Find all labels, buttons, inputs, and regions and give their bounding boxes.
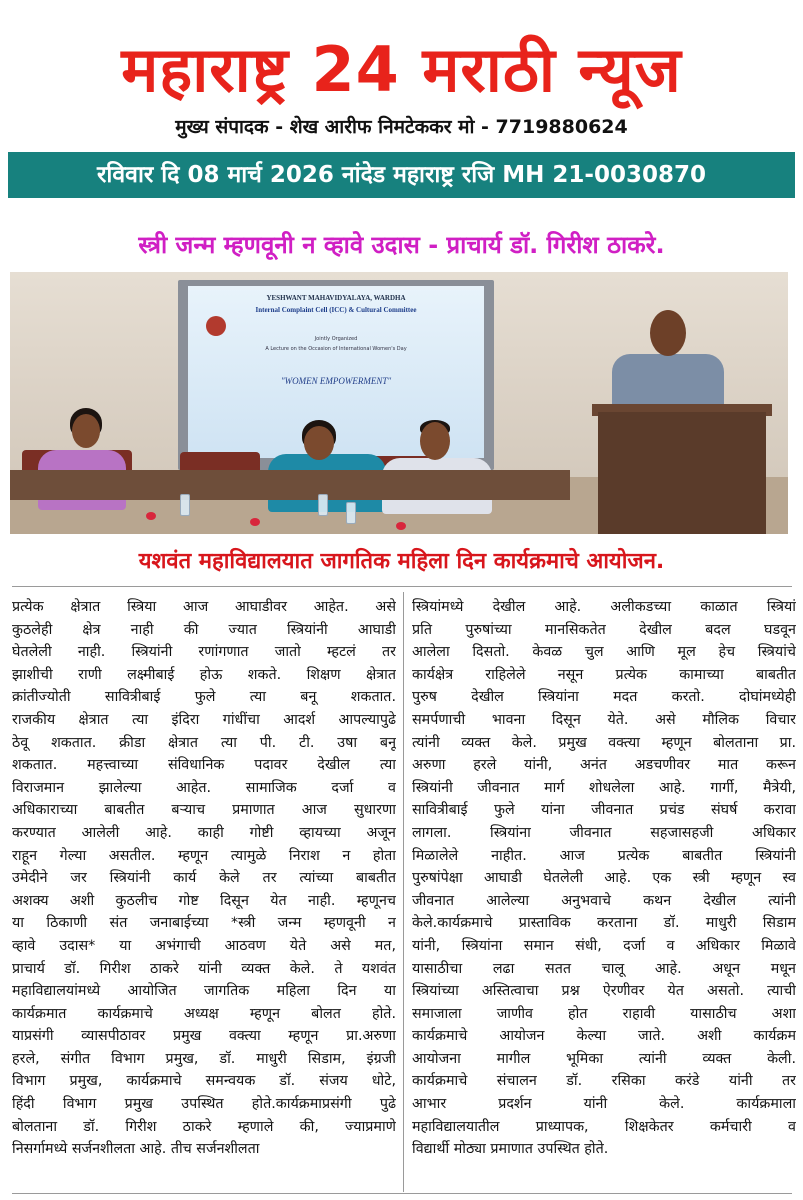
article-line: समर्पणाची भावना दिसून येते. असे मौलिक विचार [412,711,796,728]
article-line: यासाठीचा लढा सतत चालू आहे. अधून मधून [412,960,796,977]
article-line: स्त्रियांच्या अस्तित्वाचा प्रश्न ऐरणीवर येत असतो. त्याची [412,983,796,1000]
article-column-left [12,596,396,1161]
article-line: करण्यात आलेली आहे. काही गोष्टी व्हायच्या अजून [12,824,396,841]
stage-desk [10,470,570,500]
article-line: महाविद्यालयांमध्ये आयोजित जागतिक महिला दिन या [12,983,396,1000]
article-line: हरले, संगीत विभाग प्रमुख, डॉ. माधुरी सिडाम, इंग्रजी [12,1050,396,1067]
article-line: याप्रसंगी व्यासपीठावर प्रमुख वक्त्या म्हणून प्रा.अरुणा [12,1028,396,1045]
article-line: लागला. स्त्रियांना जीवनात सहजासहजी अधिकार [412,824,796,841]
flower [146,512,156,520]
article-line: घेतलेली नाही. स्त्रियांनी रणांगणात जातो म्हटलं तर [12,644,396,661]
article-line: यांनी, स्त्रियांना समान संधी, दर्जा व अधिकार मिळावे [412,937,796,954]
screen-jointly: Jointly Organized [314,336,358,342]
water-bottle [180,494,190,516]
article-line: आलेला दिसतो. केवळ चुल आणि मूल हेच स्त्रियांचे [412,644,796,661]
article-line: क्रांतीज्योती सावित्रीबाई फुले त्या बनू शकतात. [12,689,396,706]
article-line: जीवनात आलेल्या अनुभवाचे कथन देखील त्यांनी [412,892,796,909]
article-line: हिंदी विभाग प्रमुख उपस्थित होते.कार्यक्रमाप्रसंगी पुढे [12,1096,396,1113]
article-line: झाशीची राणी लक्ष्मीबाई होऊ शकते. शिक्षण क्षेत्रात [12,666,396,683]
article-line: समाजाला जाणीव होत राहावी यासाठीच अशा [412,1005,796,1022]
article-line: कार्यक्षेत्र राहिलेले नसून प्रत्येक कामाच्या बाबतीत [412,666,796,683]
flower [396,522,406,530]
article-line: व्हावे उदास* या अभंगाची आठवण येते असे मत, [12,937,396,954]
article-line: प्राचार्य डॉ. गिरीश ठाकरे यांनी व्यक्त केले. ते यशवंत [12,960,396,977]
article-line: अशक्य अशी कुठलीच गोष्ट दिसून येत नाही. म्हणूनच [12,892,396,909]
article-line: कार्यक्रमाचे आयोजन केल्या जाते. अशी कार्यक्रम [412,1028,796,1045]
article-line: कार्यक्रमात कार्यक्रमाचे अध्यक्ष म्हणून बोलत होते. [12,1005,396,1022]
article-line: त्यांनी व्यक्त केले. प्रमुख वक्त्या म्हणून बोलताना प्रा. [412,734,796,751]
article-line: विद्यार्थी मोठ्या प्रमाणात उपस्थित होते. [412,1141,609,1158]
article-column-right [412,596,796,1161]
article-line: प्रति पुरुषांच्या मानसिकतेत देखील बदल घडवून [412,621,796,638]
dateline-banner: रविवार दि 08 मार्च 2026 नांदेड महाराष्ट्र रजि MH 21-0030870 [8,152,795,198]
event-photo [10,272,788,534]
column-divider [403,592,404,1192]
article-line: ठेवू शकतात. क्रीडा क्षेत्रात त्या पी. टी. उषा बनू [12,734,396,751]
article-line: राहून गेल्या असतील. म्हणून त्यामुळे निराश न होता [12,847,396,864]
article-line: उमेदीने जर स्त्रियांनी कार्य केले तर त्यांच्या बाबतीत [12,870,396,887]
article-headline: स्त्री जन्म म्हणवूनी न व्हावे उदास - प्राचार्य डॉ. गिरीश ठाकरे. [138,231,665,259]
article-line: कुठलेही क्षेत्र नाही की ज्यात स्त्रियांनी आघाडी [12,621,396,638]
college-logo [206,316,226,336]
masthead-title: महाराष्ट्र 24 मराठी न्यूज [121,33,682,106]
editor-line: मुख्य संपादक - शेख आरीफ निमटेककर मो - 7719880624 [175,116,628,138]
screen-lecture-title: "WOMEN EMPOWERMENT" [280,376,392,386]
article-line: निसर्गामध्ये सर्जनशीलता आहे. तीच सर्जनशीलता [12,1141,260,1158]
divider-top [12,586,792,587]
divider-bottom [12,1193,792,1194]
article-line: बोलताना डॉ. गिरीश ठाकरे म्हणाले की, ज्याप्रमाणे [12,1118,396,1135]
article-line: पुरुषांपेक्षा आघाडी घेतलेली आहे. एक स्त्री म्हणून स्व [412,870,796,887]
article-line: विभाग प्रमुख, कार्यक्रमाचे समन्वयक डॉ. संजय धोटे, [12,1073,396,1090]
article-line: स्त्रियांमध्ये देखील आहे. अलीकडच्या काळात स्त्रियां [412,599,796,615]
article-line: आयोजना मागील भूमिका त्यांनी व्यक्त केली. [412,1050,796,1067]
screen-committee: Internal Complaint Cell (ICC) & Cultural Committee [255,306,417,314]
article-line: महाविद्यालयातील प्राध्यापक, शिक्षकेतर कर्मचारी व [412,1118,796,1135]
article-line: या ठिकाणी संत जनाबाईच्या *स्त्री जन्म म्हणवूनी न [12,915,396,932]
article-line: केले.कार्यक्रमाचे प्रास्ताविक करताना डॉ. माधुरी सिडाम [412,915,796,932]
flower [250,518,260,526]
article-line: सावित्रीबाई फुले यांना जीवनात प्रचंड संघर्ष करावा [412,802,796,819]
article-line: विराजमान झालेल्या आहेत. सामाजिक दर्जा व [12,779,396,796]
water-bottle [318,494,328,516]
podium [598,412,766,534]
article-line: शकतात. महत्त्वाच्या संविधानिक पदावर देखील त्या [12,757,396,774]
article-line: प्रत्येक क्षेत्रात स्त्रिया आज आघाडीवर आहेत. असे [12,599,396,615]
article-line: अधिकाराच्या बाबतीत बऱ्याच प्रमाणात आज सुधारणा [12,802,396,819]
screen-college-name: YESHWANT MAHAVIDYALAYA, WARDHA [266,294,406,302]
article-line: स्त्रियांनी जीवनात मार्ग शोधलेला आहे. गार्गी, मैत्रेयी, [412,779,796,796]
article-line: कार्यक्रमाचे संचालन डॉ. रसिका करंडे यांनी तर [412,1073,796,1090]
article-line: अरुणा हरले यांनी, अनंत अडचणीवर मात करून [412,757,796,774]
article-line: आभार प्रदर्शन यांनी केले. कार्यक्रमाला [412,1096,796,1113]
water-bottle [346,502,356,524]
article-line: राजकीय क्षेत्रात त्या इंदिरा गांधींचा आदर्श आपल्यापुढे [12,711,396,728]
article-subheadline: यशवंत महाविद्यालयात जागतिक महिला दिन कार्यक्रमाचे आयोजन. [138,549,665,574]
screen-occasion: A Lecture on the Occasion of International Women's Day [265,346,407,352]
article-line: मिळालेले नाहीत. आज प्रत्येक बाबतीत स्त्रियांनी [412,847,796,864]
article-line: पुरुष देखील स्त्रियांना मदत करतो. दोघांमध्येही [412,689,796,706]
